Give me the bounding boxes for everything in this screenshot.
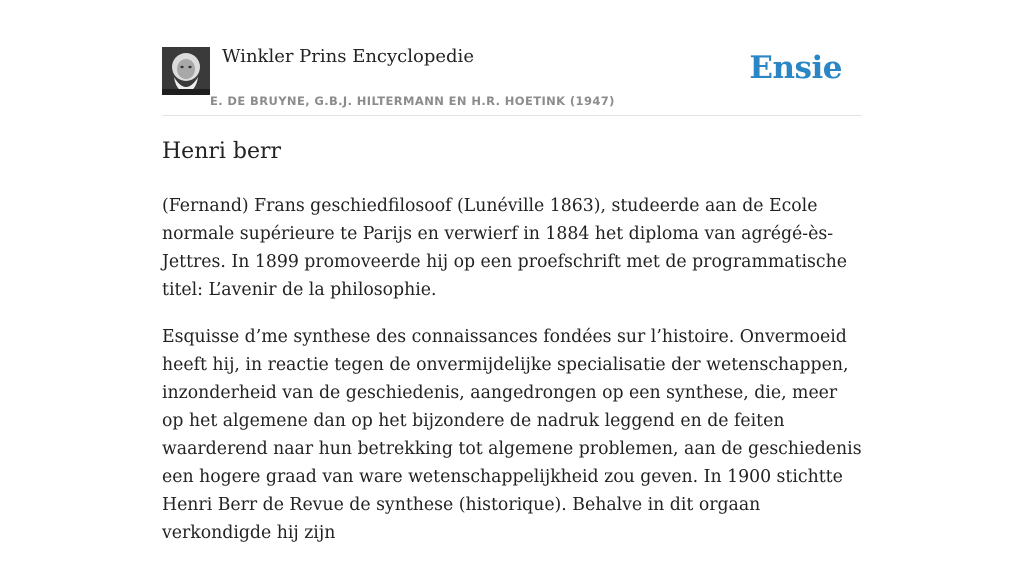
- ensie-logo[interactable]: Ensie: [749, 50, 842, 86]
- article-body: [162, 192, 862, 566]
- source-title[interactable]: Winkler Prins Encyclopedie: [222, 46, 474, 67]
- page: [162, 0, 862, 543]
- article-paragraph: (Fernand) Frans geschiedfilosoof (Lunéville 1863), studeerde aan de Ecole normale supérieure te Parijs en verwierf in 1884 het diploma van agrégé-ès-Jettres. In 1899 promoveerde hij op een proefschrift met de programmatische titel: L’avenir de la philosophie.: [162, 196, 847, 300]
- source-authors: E. DE BRUYNE, G.B.J. HILTERMANN EN H.R. HOETINK (1947): [210, 94, 615, 108]
- article-title: Henri berr: [162, 139, 282, 164]
- author-avatar[interactable]: [162, 47, 210, 95]
- source-header: [162, 0, 862, 116]
- article-paragraph: Esquisse d’me synthese des connaissances fondées sur l’histoire. Onvermoeid heeft hij, in reactie tegen de onvermijdelijke specialisatie der wetenschappen, inzonderheid van de geschiedenis, aangedrongen op een synthese, die, meer op het algemene dan op het bijzondere de nadruk leggend en de feiten waarderend naar hun betrekking tot algemene problemen, aan de geschiedenis een hogere graad van ware wetenschappelijkheid zou geven. In 1900 stichtte Henri Berr de Revue de synthese (historique). Behalve in dit orgaan verkondigde hij zijn: [162, 327, 862, 543]
- portrait-icon: [162, 47, 210, 95]
